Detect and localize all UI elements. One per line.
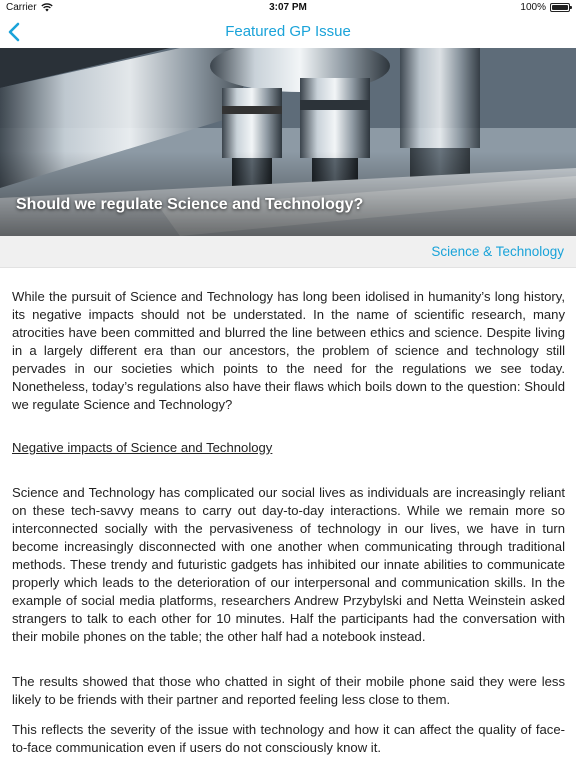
navigation-bar <box>0 16 576 48</box>
article-paragraph: The results showed that those who chatted in sight of their mobile phone said they were less likely to be friends with their partner and reported feeling less close to them. <box>12 674 565 707</box>
category-link[interactable]: Science & Technology <box>431 244 564 259</box>
status-bar <box>0 0 576 16</box>
battery-percent: 100% <box>520 2 546 13</box>
hero-image <box>0 48 576 236</box>
page-title: Featured GP Issue <box>225 23 351 40</box>
article-paragraph: This reflects the severity of the issue with technology and how it can affect the quality of face-to-face communication even if users do not consciously know it. <box>12 722 565 755</box>
status-right <box>520 2 570 13</box>
carrier-label: Carrier <box>6 2 37 13</box>
article-intro: While the pursuit of Science and Technology has long been idolised in humanity’s long history, its negative impacts should not be understated. In the name of scientific research, many atrocities have been committed and blurred the line between ethics and science. Despite living in a largely different era than our ancestors, the problem of science and technology still pervades in our societies which points to the need for the regulations we see today. Nonetheless, today’s regulations also have their flaws which boils down to the question: Should we regulate Science and Technology? <box>12 289 565 412</box>
article-paragraph: Science and Technology has complicated our social lives as individuals are increasingly reliant on these tech-savvy means to carry out day-to-day interactions. While we remain more so interconnected socially with the pervasiveness of technology in our lives, we have in turn become increasingly disconnected with one another when communicating through traditional methods. These trendy and futuristic gadgets has inhibited our innate abilities to communicate properly which leads to the deterioration of our interpersonal and communication skills. In the example of social media platforms, researchers Andrew Przybylski and Netta Weinstein asked strangers to talk to each other for 10 minutes. Half the participants had the conversation with their mobile phones on the table; the other half had a notebook instead. <box>12 485 565 644</box>
battery-icon <box>550 3 570 12</box>
status-time: 3:07 PM <box>269 2 307 13</box>
hero-title: Should we regulate Science and Technology? <box>16 196 364 213</box>
category-bar <box>0 236 576 268</box>
section-heading: Negative impacts of Science and Technology <box>12 440 273 455</box>
